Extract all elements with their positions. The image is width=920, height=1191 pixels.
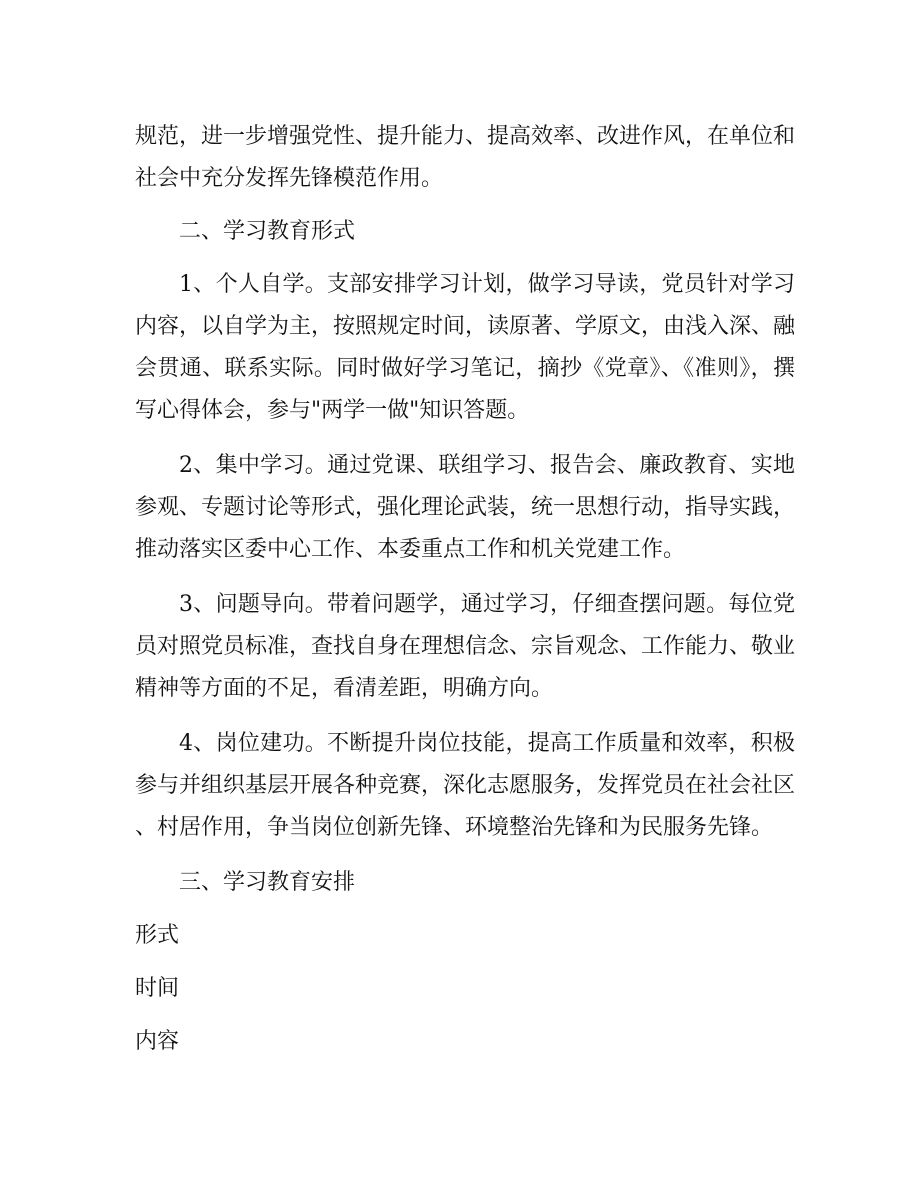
paragraph-problem-oriented: 3、问题导向。带着问题学，通过学习，仔细查摆问题。每位党员对照党员标准，查找自身在理想信念、宗旨观念、工作能力、敬业精神等方面的不足，看清差距，明确方向。 bbox=[135, 592, 796, 701]
paragraph-group-study: 2、集中学习。通过党课、联组学习、报告会、廉政教育、实地参观、专题讨论等形式，强化理论武装，统一思想行动，指导实践，推动落实区委中心工作、本委重点工作和机关党建工作。 bbox=[135, 453, 796, 562]
table-label-form: 形式 bbox=[135, 923, 180, 948]
paragraph-continuation: 规范，进一步增强党性、提升能力、提高效率、改进作风，在单位和社会中充分发挥先锋模范作用。 bbox=[135, 124, 796, 191]
paragraph-self-study: 1、个人自学。支部安排学习计划，做学习导读，党员针对学习内容，以自学为主，按照规定时间，读原著、学原文，由浅入深、融会贯通、联系实际。同时做好学习笔记，摘抄《党章》、《准则》，撰写心得体会，参与"两学一做"知识答题。 bbox=[135, 272, 796, 423]
document-body bbox=[135, 116, 795, 1063]
paragraph-post-contribution: 4、岗位建功。不断提升岗位技能，提高工作质量和效率，积极参与并组织基层开展各种竞赛，深化志愿服务，发挥党员在社会社区、村居作用，争当岗位创新先锋、环境整治先锋和为民服务先锋。 bbox=[135, 731, 796, 840]
section-heading-2: 二、学习教育形式 bbox=[179, 219, 356, 244]
table-label-time: 时间 bbox=[135, 976, 180, 1001]
section-heading-3: 三、学习教育安排 bbox=[179, 870, 356, 895]
table-label-content: 内容 bbox=[135, 1029, 180, 1054]
